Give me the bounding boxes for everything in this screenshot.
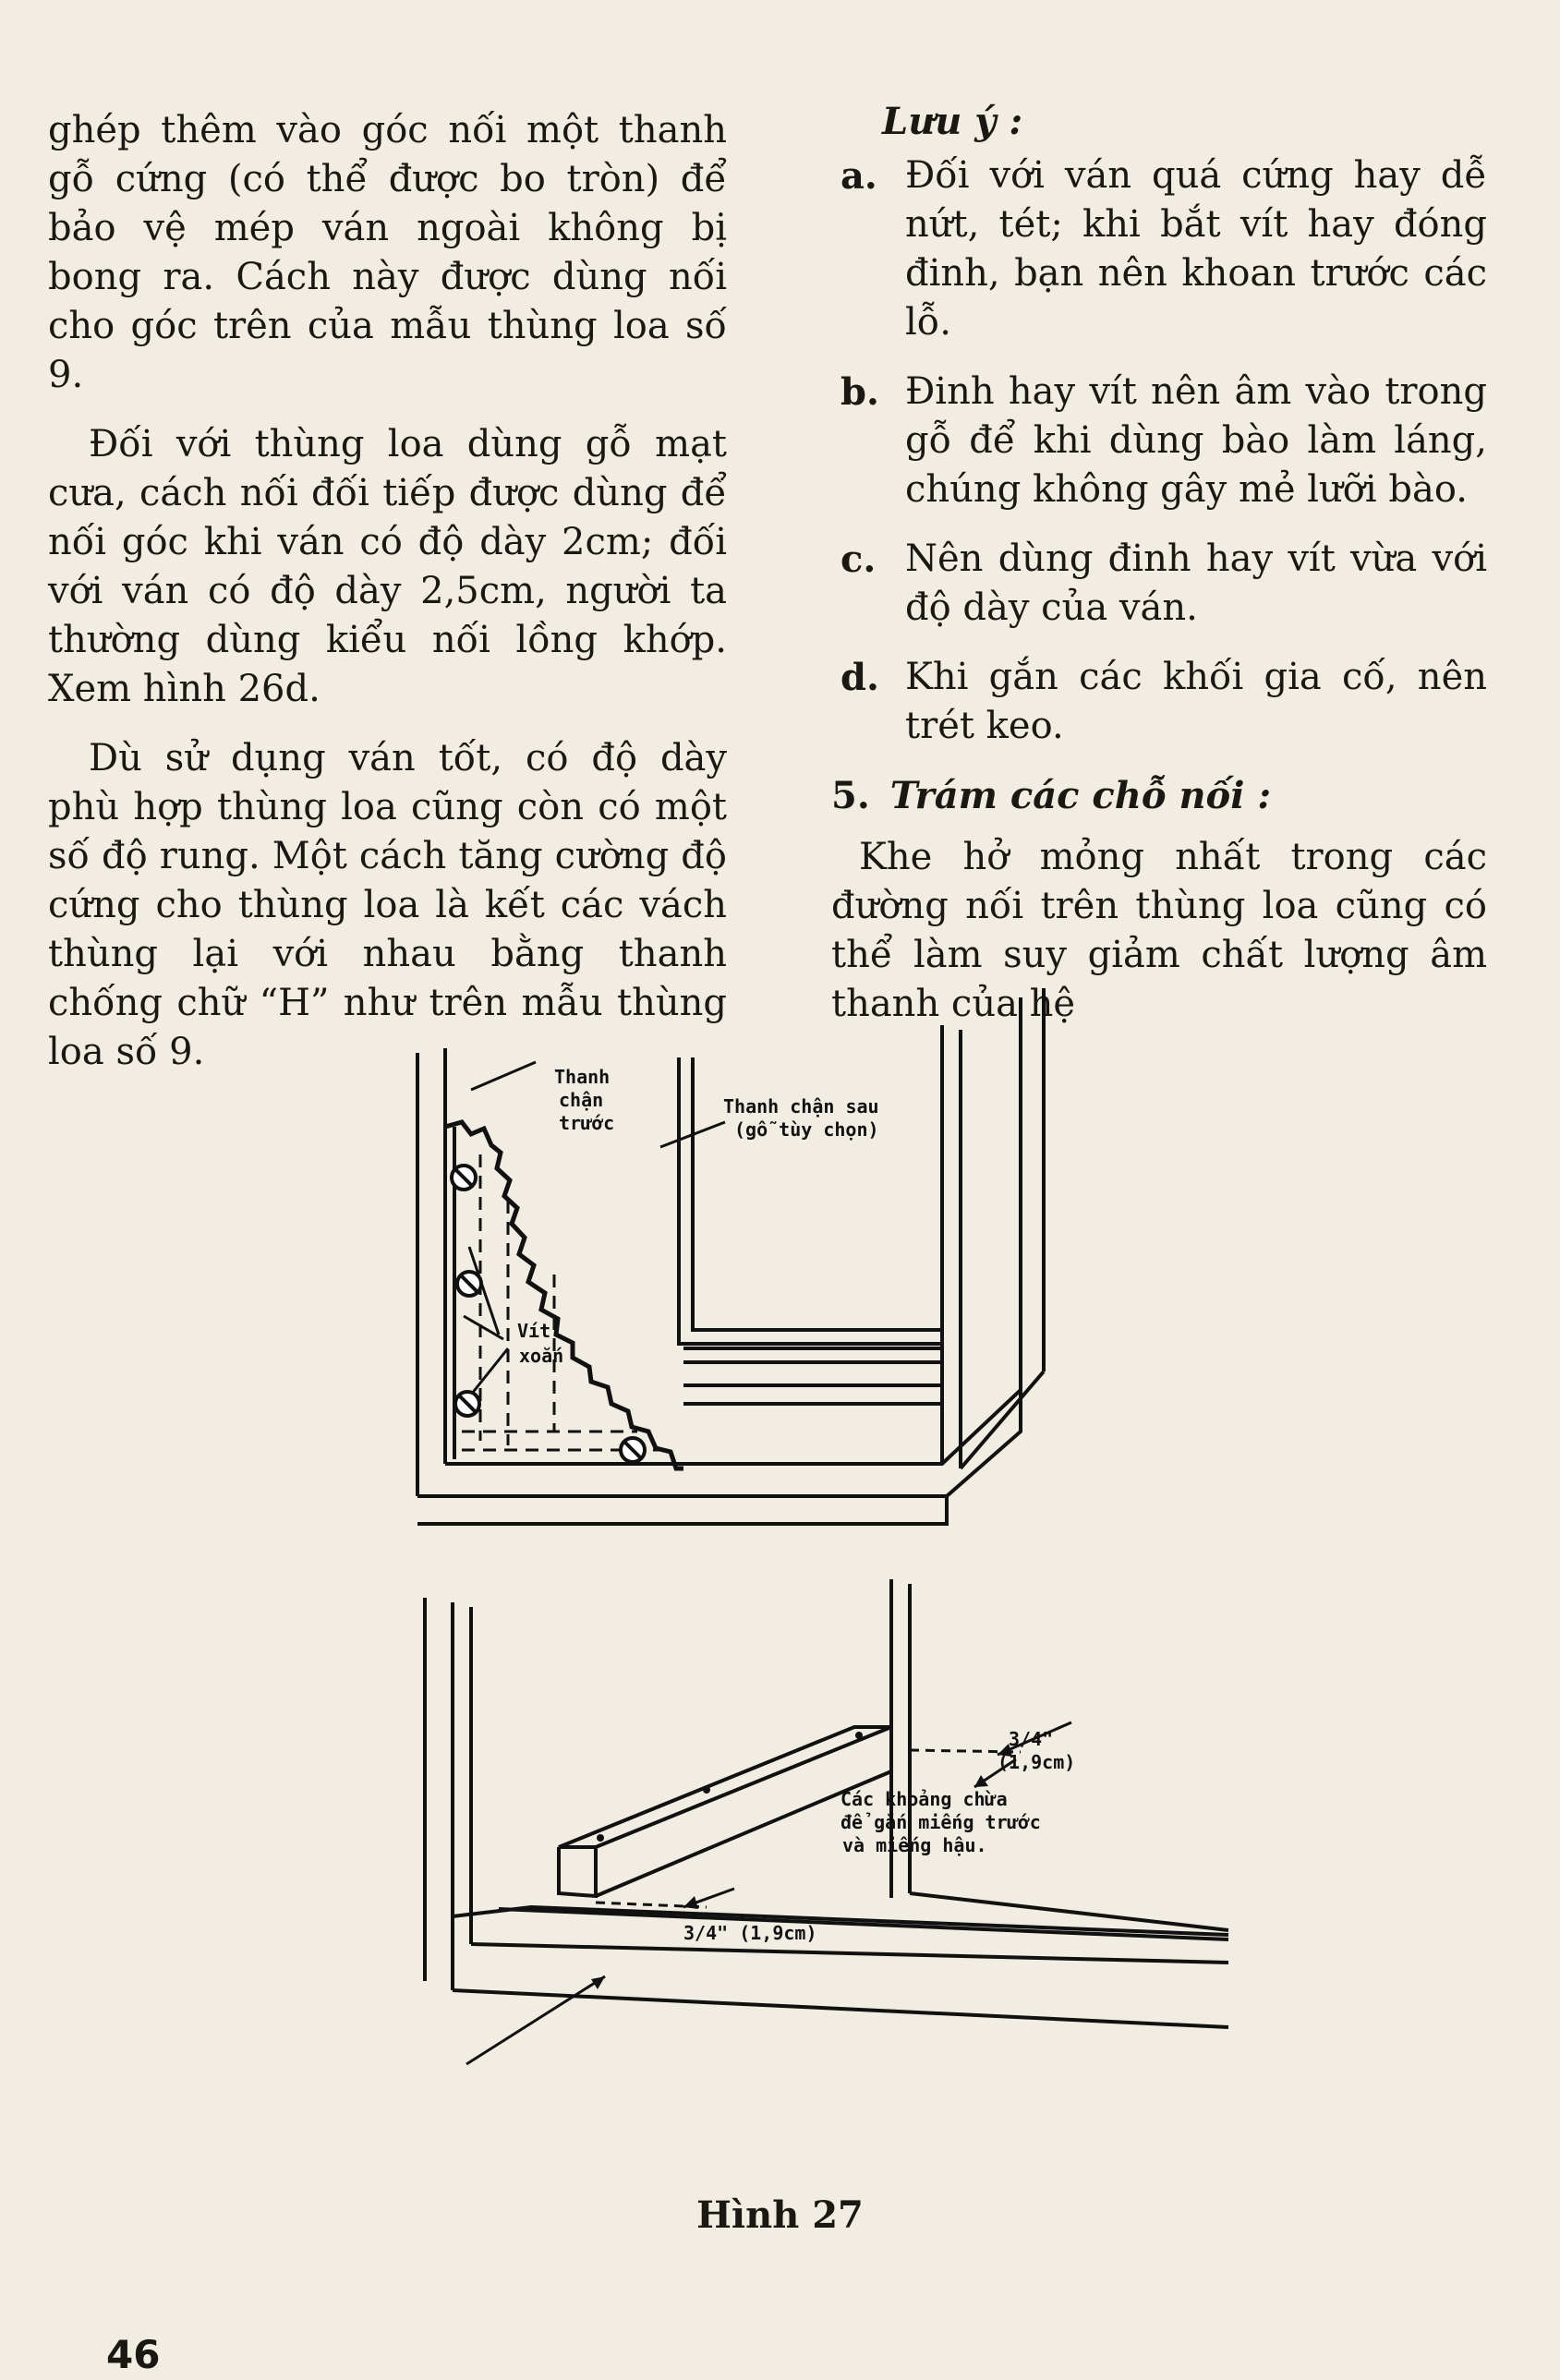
right-side-panel xyxy=(961,988,1044,1468)
label-spacing-note: Các khoảng chừa xyxy=(840,1788,1008,1810)
bottom-panel-surface xyxy=(445,1390,1021,1496)
section-number: 5. xyxy=(831,774,870,817)
note-marker: c. xyxy=(840,538,877,581)
note-title: Lưu ý : xyxy=(882,100,1023,143)
label-dimension-top: (1,9cm) xyxy=(998,1751,1076,1773)
cleat-nail-holes xyxy=(597,1732,863,1842)
note-item xyxy=(831,653,1487,751)
note-text: Khi gắn các khối gia cố, nên trét keo. xyxy=(905,656,1487,747)
label-dimension-top: 3/4" xyxy=(1009,1728,1054,1750)
leader-front-gap xyxy=(466,1976,605,2064)
hidden-lines xyxy=(462,1154,674,1450)
label-front-block: trước xyxy=(559,1112,615,1134)
left-panel xyxy=(425,1598,471,1990)
nail-hole-icon xyxy=(703,1786,710,1794)
leader-front-block xyxy=(471,1062,536,1090)
right-column xyxy=(831,97,1487,1029)
note-marker: a. xyxy=(840,154,877,198)
page-number: 46 xyxy=(106,2332,161,2377)
section-heading xyxy=(831,771,1487,820)
nail-hole-icon xyxy=(597,1834,604,1842)
arrowhead-icon xyxy=(974,1775,988,1787)
paragraph: Đối với thùng loa dùng gỗ mạt cưa, cách nối đối tiếp được dùng để nối góc khi ván có độ dày 2cm; đối với ván có độ dày 2,5cm, người ta thường dùng kiểu nối lồng khớp. Xem hình 26d. xyxy=(48,423,727,710)
bottom-drawing xyxy=(425,1579,1228,2027)
label-rear-block: Thanh chận sau xyxy=(723,1095,879,1118)
paragraph: Dù sử dụng ván tốt, có độ dày phù hợp thùng loa cũng còn có một số độ rung. Một cách tăng cường độ cứng cho thùng loa là kết các vách thùng lại với nhau bằng thanh chống chữ “H” như trên mẫu thùng loa số 9. xyxy=(48,737,727,1073)
right-front-post xyxy=(942,1025,961,1468)
paragraph: ghép thêm vào góc nối một thanh gỗ cứng (có thể được bo tròn) để bảo vệ mép ván ngoài không bị bong ra. Cách này được dùng nối cho góc trên của mẫu thùng loa số 9. xyxy=(48,109,727,396)
arrowhead-icon xyxy=(683,1896,698,1909)
left-wall xyxy=(417,1048,445,1496)
label-spacing-note: và miếng hậu. xyxy=(842,1834,987,1856)
note-text: Nên dùng đinh hay vít vừa với độ dày của ván. xyxy=(905,538,1487,629)
note-item xyxy=(831,368,1487,514)
note-text: Đối với ván quá cứng hay dễ nứt, tét; khi bắt vít hay đóng đinh, bạn nên khoan trước các lỗ. xyxy=(905,154,1487,344)
nail-hole-icon xyxy=(855,1732,863,1739)
note-marker: d. xyxy=(840,656,879,699)
label-spacing-note: để gắn miếng trước xyxy=(840,1811,1041,1833)
note-item xyxy=(831,535,1487,633)
note-text: Đinh hay vít nên âm vào trong gỗ để khi dùng bào làm láng, chúng không gây mẻ lưỡi bào. xyxy=(905,370,1487,511)
section-title: Trám các chỗ nối : xyxy=(889,774,1272,817)
label-rear-block: (gỗ tùy chọn) xyxy=(734,1118,879,1141)
top-labels xyxy=(517,1066,879,1367)
base-lip xyxy=(499,1909,1228,1939)
top-drawing xyxy=(417,988,1044,1524)
figure-27-illustration xyxy=(406,970,1238,2124)
left-column xyxy=(48,106,727,1097)
label-front-block: Thanh xyxy=(554,1066,611,1088)
label-screws: Vít xyxy=(517,1320,551,1342)
label-front-block: chận xyxy=(559,1089,604,1111)
base-panel xyxy=(453,1907,1228,2027)
label-screws: xoắn xyxy=(519,1345,564,1367)
bottom-panel xyxy=(417,1496,947,1524)
rear-cleat xyxy=(683,1348,942,1404)
paragraph: Khe hở mỏng nhất trong các đường nối trên thùng loa cũng có thể làm suy giảm chất lượng âm thanh của hệ xyxy=(831,836,1487,1025)
note-marker: b. xyxy=(840,370,879,414)
label-dimension-bottom: 3/4" (1,9cm) xyxy=(683,1922,817,1944)
figure-caption: Hình 27 xyxy=(696,2193,864,2237)
note-item xyxy=(831,151,1487,347)
